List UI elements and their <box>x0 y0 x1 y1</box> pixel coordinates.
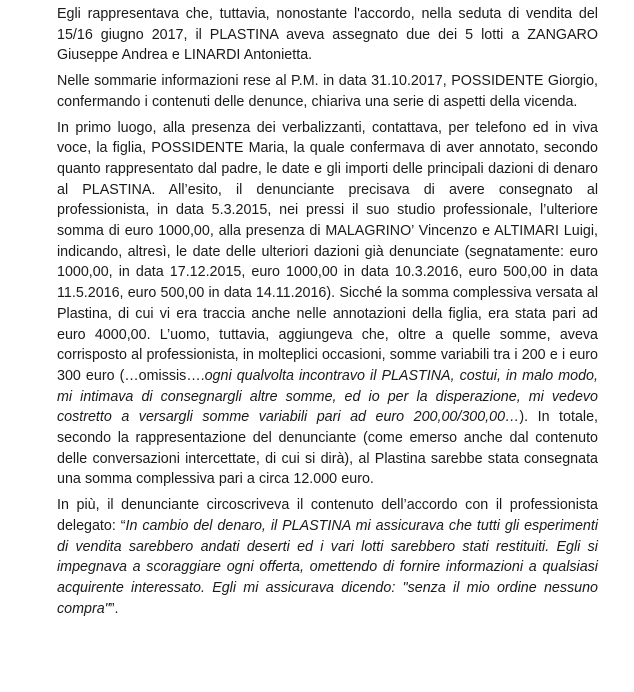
agreement-intro-text: In più, il denunciante circoscriveva il contenuto dell’accordo con il professionista delegato: “ <box>57 497 598 534</box>
payment-total-text: ). In totale, secondo la rappresentazione del denunciante (come emerso anche dal contenuto delle conversazioni intercettate, di cui si dirà), al Plastina sarebbe stata consegnata una somma complessiva pari a circa 12.000 euro. <box>57 409 598 488</box>
paragraph-payment-details <box>57 118 598 491</box>
payment-quote-italic: ogni qualvolta incontravo il PLASTINA, costui, in malo modo, mi intimava di consegnargli altre somme, ed io per la disperazione, mi vedevo costretto a versargli somme variabili pari ad euro 200,00/300,00… <box>57 367 598 426</box>
paragraph-agreement <box>57 495 598 619</box>
agreement-closing-text: ”. <box>109 600 119 617</box>
payment-details-text: In primo luogo, alla presenza dei verbalizzanti, contattava, per telefono ed in viva voce, la figlia, POSSIDENTE Maria, la quale confermava di aver annotato, secondo quanto rappresentato dal padre, le date e gli importi delle principali dazioni di denaro al PLASTINA. All’esito, il denunciante precisava di avere consegnato al professionista, in data 5.3.2015, nei pressi il suo studio professionale, l’ulteriore somma di euro 1000,00, alla presenza di MALAGRINO’ Vincenzo e ALTIMARI Luigi, indicando, altresì, le date delle ulteriori dazioni già denunciate (segnatamente: euro 1000,00, in data 17.12.2015, euro 1000,00 in data 10.3.2016, euro 500,00 in data 11.5.2016, euro 500,00 in data 14.11.2016). Sicché la somma complessiva versata al Plastina, di cui vi era traccia anche nelle annotazioni della figlia, era stata pari ad euro 4000,00. L’uomo, tuttavia, aggiungeva che, oltre a quelle somme, aveva corrisposto al professionista, in molteplici occasioni, somme variabili tra i 200 e i euro 300 euro (…omissis…. <box>57 119 598 384</box>
paragraph-summary-information: Nelle sommarie informazioni rese al P.M. in data 31.10.2017, POSSIDENTE Giorgio, confermando i contenuti delle denunce, chiariva una serie di aspetti della vicenda. <box>57 73 598 110</box>
paragraph-sale-assignment: Egli rappresentava che, tuttavia, nonostante l'accordo, nella seduta di vendita del 15/16 giugno 2017, il PLASTINA aveva assegnato due dei 5 lotti a ZANGARO Giuseppe Andrea e LINARDI Antonietta. <box>57 6 598 64</box>
agreement-quote-italic: In cambio del denaro, il PLASTINA mi assicurava che tutti gli esperimenti di vendita sarebbero andati deserti ed i vari lotti sarebbero stati restituiti. Egli si impegnava a scoraggiare ogni offerta, omettendo di fornire informazioni a qualsiasi acquirente interessato. Egli mi assicurava dicendo: "senza il mio ordine nessuno compra" <box>57 517 599 617</box>
